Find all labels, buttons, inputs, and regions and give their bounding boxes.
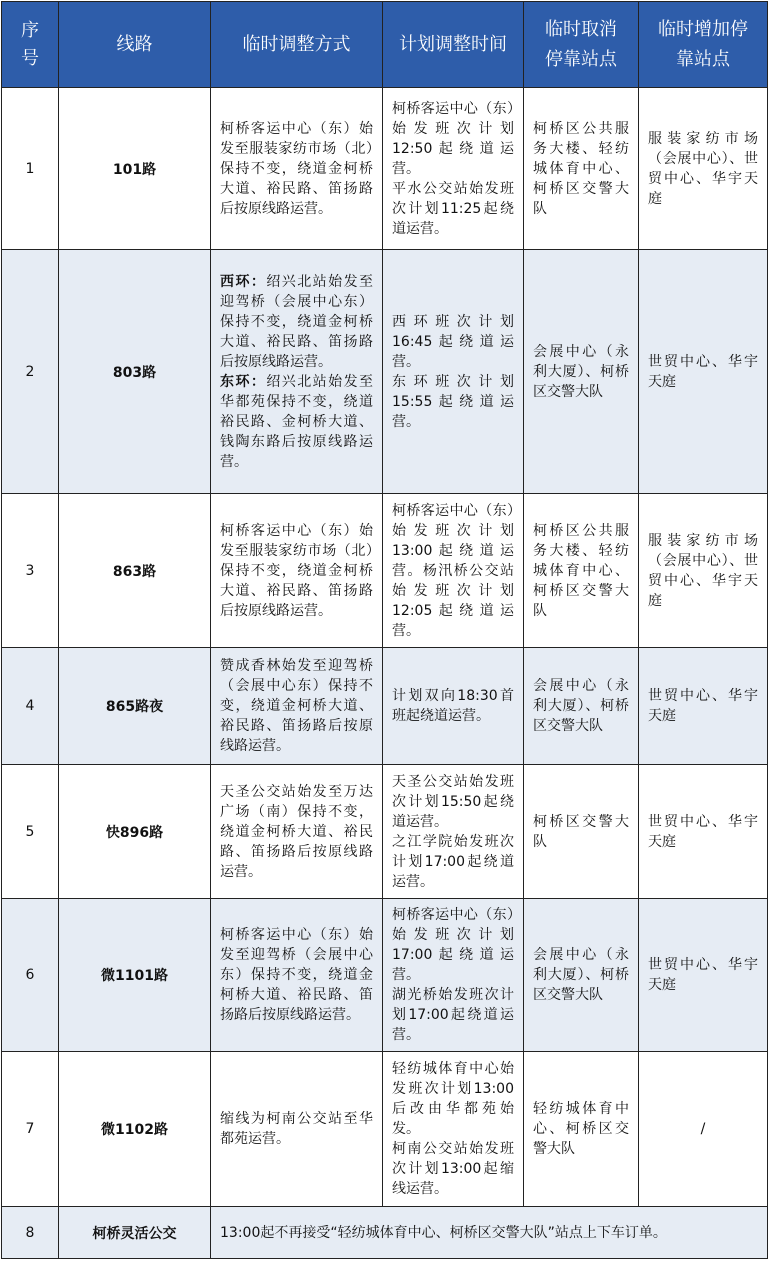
table-row xyxy=(2,899,768,1052)
row-note: 13:00起不再接受“轻纺城体育中心、柯桥区交警大队”站点上下车订单。 xyxy=(211,1207,768,1259)
row-time xyxy=(383,1052,524,1207)
time-line: 柯桥客运中心（东）始发班次计划13:00起绕道运营。杨汛桥公交站始发班次计划12:05起绕道运营。 xyxy=(392,502,514,639)
header-time: 计划调整时间 xyxy=(383,2,524,88)
time-line: 计划双向18:30首班起绕道运营。 xyxy=(392,688,514,724)
row-method: 赞成香林始发至迎驾桥（会展中心东）保持不变，绕道金柯桥大道、裕民路、笛扬路后按原线路运营。 xyxy=(211,648,383,765)
time-line: 柯桥客运中心（东）始发班次计划12:50起绕道运营。 xyxy=(392,100,514,177)
row-line: 863路 xyxy=(59,494,211,648)
row-time xyxy=(383,250,524,494)
row-time xyxy=(383,648,524,765)
row-line: 柯桥灵活公交 xyxy=(59,1207,211,1259)
west-loop-label: 西环： xyxy=(220,273,267,290)
table-row xyxy=(2,250,768,494)
time-line: 柯桥客运中心（东）始发班次计划17:00起绕道运营。 xyxy=(392,907,514,983)
row-no: 1 xyxy=(2,88,59,250)
header-line: 线路 xyxy=(59,2,211,88)
header-cancel: 临时取消停靠站点 xyxy=(524,2,639,88)
table-row xyxy=(2,88,768,250)
row-method: 天圣公交站始发至万达广场（南）保持不变，绕道金柯桥大道、裕民路、笛扬路后按原线路运营。 xyxy=(211,765,383,899)
time-line: 东环班次计划15:55起绕道运营。 xyxy=(392,373,514,430)
row-no: 8 xyxy=(2,1207,59,1259)
row-line: 微1102路 xyxy=(59,1052,211,1207)
route-adjustment-table xyxy=(1,1,768,1259)
row-method: 柯桥客运中心（东）始发至服装家纺市场（北）保持不变，绕道金柯桥大道、裕民路、笛扬路后按原线路运营。 xyxy=(211,494,383,648)
row-line: 101路 xyxy=(59,88,211,250)
row-method: 柯桥客运中心（东）始发至服装家纺市场（北）保持不变，绕道金柯桥大道、裕民路、笛扬路后按原线路运营。 xyxy=(211,88,383,250)
row-add: 世贸中心、华宇天庭 xyxy=(639,648,768,765)
row-cancel: 柯桥区公共服务大楼、轻纺城体育中心、柯桥区交警大队 xyxy=(524,494,639,648)
header-method: 临时调整方式 xyxy=(211,2,383,88)
row-method xyxy=(211,250,383,494)
row-no: 5 xyxy=(2,765,59,899)
time-line: 平水公交站始发班次计划11:25起绕道运营。 xyxy=(392,180,514,237)
header-no: 序号 xyxy=(2,2,59,88)
row-add: 世贸中心、华宇天庭 xyxy=(639,765,768,899)
row-line: 微1101路 xyxy=(59,899,211,1052)
table-row xyxy=(2,1207,768,1259)
west-loop-text: 绍兴北站始发至迎驾桥（会展中心东）保持不变，绕道金柯桥大道、裕民路、笛扬路后按原线路运营。 xyxy=(220,273,374,370)
row-add: 服装家纺市场（会展中心）、世贸中心、华宇天庭 xyxy=(639,494,768,648)
table-header-row xyxy=(2,2,768,88)
row-time xyxy=(383,765,524,899)
time-line: 轻纺城体育中心始发班次计划13:00后改由华都苑始发。 xyxy=(392,1061,514,1137)
row-no: 4 xyxy=(2,648,59,765)
time-line: 西环班次计划16:45起绕道运营。 xyxy=(392,313,514,370)
row-time xyxy=(383,899,524,1052)
row-time xyxy=(383,88,524,250)
time-line: 天圣公交站始发班次计划15:50起绕道运营。 xyxy=(392,773,514,830)
row-cancel: 柯桥区交警大队 xyxy=(524,765,639,899)
row-add: / xyxy=(639,1052,768,1207)
row-line: 865路夜 xyxy=(59,648,211,765)
row-method: 柯桥客运中心（东）始发至迎驾桥（会展中心东）保持不变，绕道金柯桥大道、裕民路、笛扬路后按原线路运营。 xyxy=(211,899,383,1052)
time-line: 湖光桥始发班次计划17:00起绕道运营。 xyxy=(392,987,514,1043)
time-line: 柯南公交站始发班次计划13:00起缩线运营。 xyxy=(392,1141,514,1197)
table-row xyxy=(2,648,768,765)
east-loop-text: 绍兴北站始发至华都苑保持不变，绕道裕民路、金柯桥大道、钱陶东路后按原线路运营。 xyxy=(220,373,374,470)
time-line: 之江学院始发班次计划17:00起绕道运营。 xyxy=(392,833,514,890)
row-cancel: 会展中心（永利大厦）、柯桥区交警大队 xyxy=(524,250,639,494)
row-add: 世贸中心、华宇天庭 xyxy=(639,899,768,1052)
header-add: 临时增加停靠站点 xyxy=(639,2,768,88)
table-row xyxy=(2,494,768,648)
row-cancel: 轻纺城体育中心、柯桥区交警大队 xyxy=(524,1052,639,1207)
row-method: 缩线为柯南公交站至华都苑运营。 xyxy=(211,1052,383,1207)
row-no: 7 xyxy=(2,1052,59,1207)
row-no: 6 xyxy=(2,899,59,1052)
table-row xyxy=(2,765,768,899)
row-no: 3 xyxy=(2,494,59,648)
row-add: 世贸中心、华宇天庭 xyxy=(639,250,768,494)
row-line: 803路 xyxy=(59,250,211,494)
row-cancel: 柯桥区公共服务大楼、轻纺城体育中心、柯桥区交警大队 xyxy=(524,88,639,250)
row-time xyxy=(383,494,524,648)
row-add: 服装家纺市场（会展中心）、世贸中心、华宇天庭 xyxy=(639,88,768,250)
table-row xyxy=(2,1052,768,1207)
row-cancel: 会展中心（永利大厦）、柯桥区交警大队 xyxy=(524,899,639,1052)
row-no: 2 xyxy=(2,250,59,494)
east-loop-label: 东环： xyxy=(220,373,267,390)
row-cancel: 会展中心（永利大厦）、柯桥区交警大队 xyxy=(524,648,639,765)
row-line: 快896路 xyxy=(59,765,211,899)
